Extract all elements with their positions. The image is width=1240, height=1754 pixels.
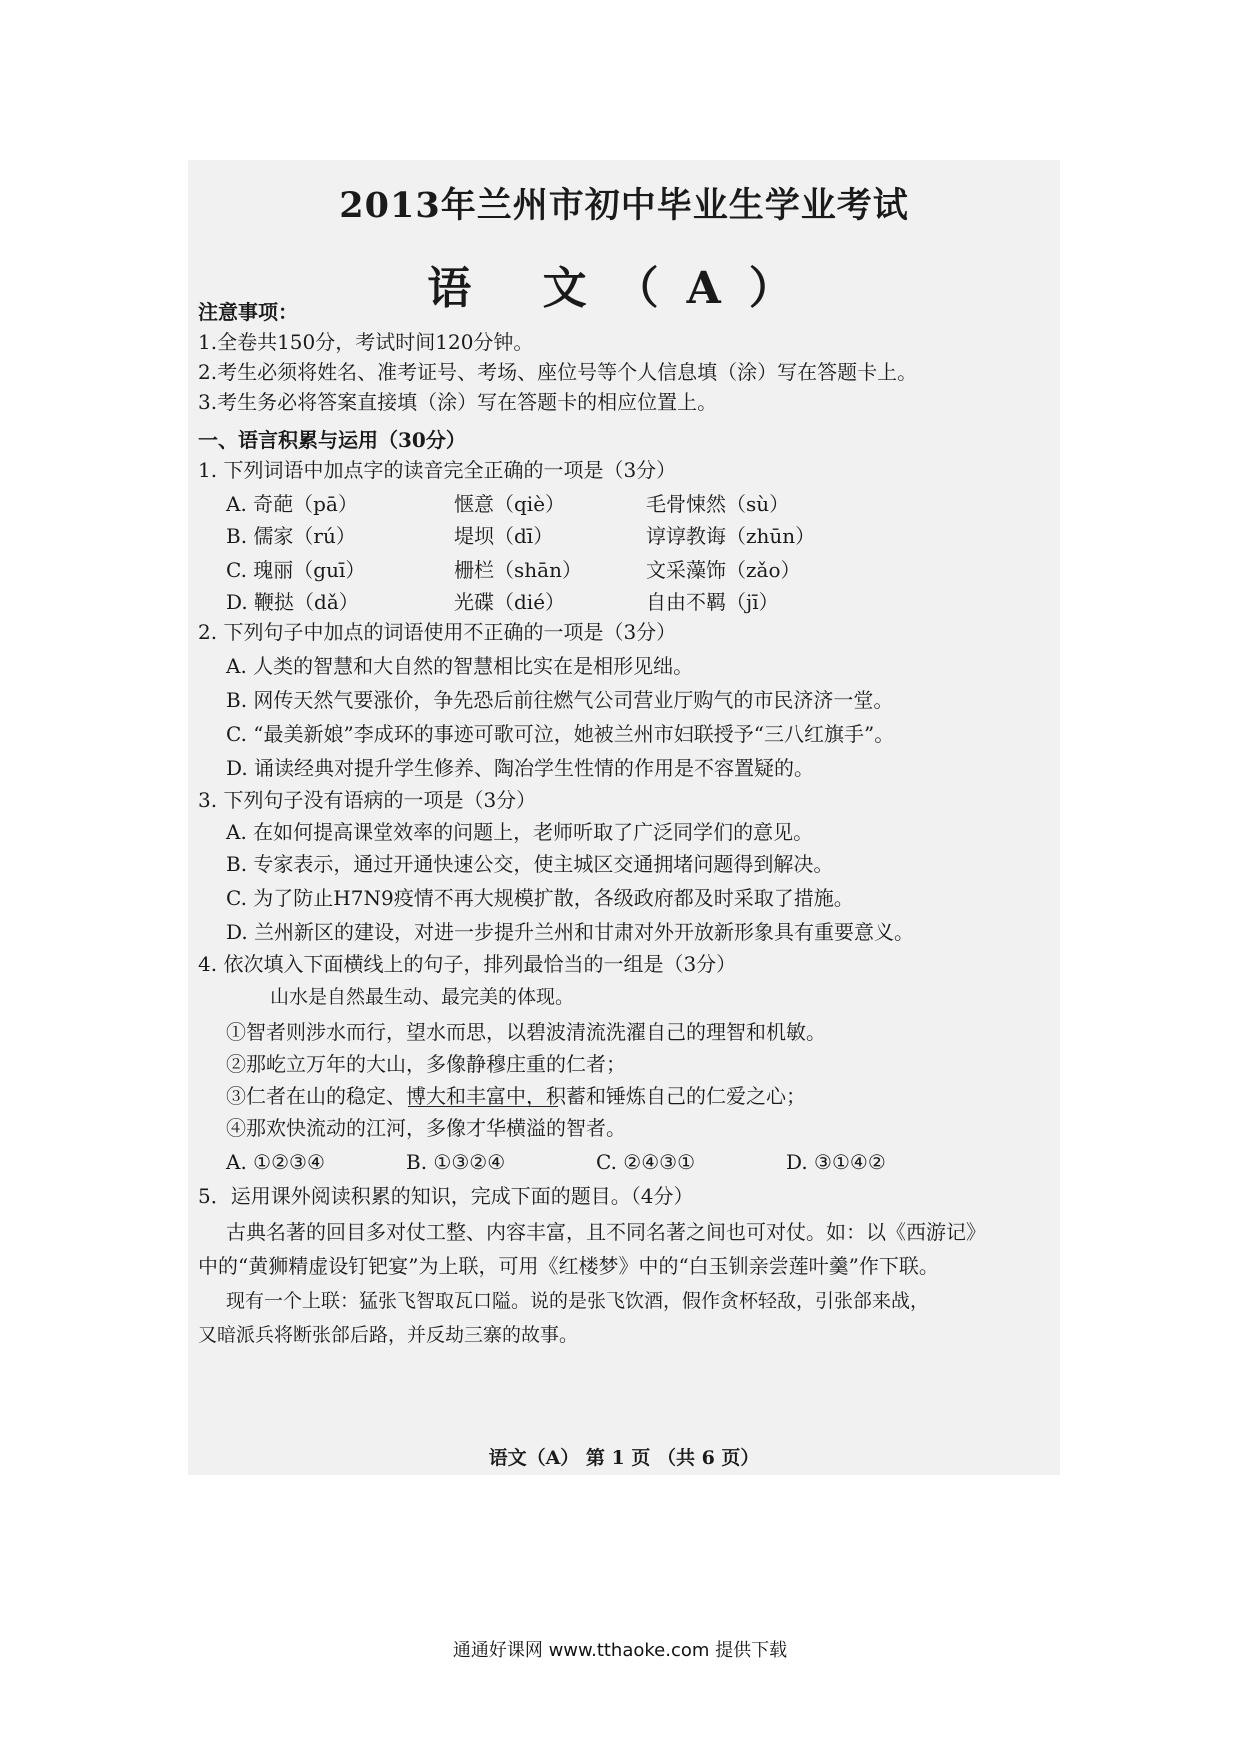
notice-heading: 注意事项： <box>198 300 298 324</box>
q4-sentence-2: ②那屹立万年的大山，多像静穆庄重的仁者； <box>226 1052 626 1076</box>
page-footer: 语文（A） 第 1 页 （共 6 页） <box>488 1447 760 1469</box>
q1-a-1: A. 奇葩（pā） <box>226 492 358 516</box>
q2-option-b: B. 网传天然气要涨价，争先恐后前往燃气公司营业厅购气的市民济济一堂。 <box>226 688 894 712</box>
notice-item-2: 2.考生必须将姓名、准考证号、考场、座位号等个人信息填（涂）写在答题卡上。 <box>198 360 918 384</box>
q3-stem: 3. 下列句子没有语病的一项是（3分） <box>198 788 537 812</box>
q1-d-3: 自由不羁（jī） <box>646 590 779 614</box>
q5-paragraph-1-line-2: 中的“黄狮精虚设钉钯宴”为上联，可用《红楼梦》中的“白玉钏亲尝莲叶羹”作下联。 <box>198 1254 939 1278</box>
q3-option-a: A. 在如何提高课堂效率的问题上，老师听取了广泛同学们的意见。 <box>226 820 814 844</box>
q1-b-3: 谆谆教诲（zhūn） <box>646 524 816 548</box>
q2-option-d: D. 诵读经典对提升学生修养、陶冶学生性情的作用是不容置疑的。 <box>226 756 815 780</box>
q4-stem: 4. 依次填入下面横线上的句子，排列最恰当的一组是（3分） <box>198 952 737 976</box>
q2-option-c: C. “最美新娘”李成环的事迹可歌可泣，她被兰州市妇联授予“三八红旗手”。 <box>226 722 895 746</box>
q1-d-2: 光碟（dié） <box>454 590 566 614</box>
q1-b-2: 堤坝（dī） <box>454 524 554 548</box>
q2-stem: 2. 下列句子中加点的词语使用不正确的一项是（3分） <box>198 620 677 644</box>
section-heading: 一、语言积累与运用（30分） <box>198 428 466 452</box>
q1-d-1: D. 鞭挞（dǎ） <box>226 590 359 614</box>
q1-a-3: 毛骨悚然（sù） <box>646 492 790 516</box>
q5-paragraph-1-line-1: 古典名著的回目多对仗工整、内容丰富，且不同名著之间也可对仗。如：以《西游记》 <box>226 1220 986 1244</box>
q3-option-b: B. 专家表示，通过开通快速公交，使主城区交通拥堵问题得到解决。 <box>226 852 834 876</box>
notice-item-1: 1.全卷共150分，考试时间120分钟。 <box>198 330 534 354</box>
q4-choice-a: A. ①②③④ <box>226 1150 325 1174</box>
q1-stem: 1. 下列词语中加点字的读音完全正确的一项是（3分） <box>198 458 677 482</box>
notice-item-3: 3.考生务必将答案直接填（涂）写在答题卡的相应位置上。 <box>198 390 718 414</box>
scanned-exam-page <box>188 160 1060 1475</box>
exam-title: 2013年兰州市初中毕业生学业考试 <box>339 185 909 226</box>
q1-c-3: 文采藻饰（zǎo） <box>646 558 801 582</box>
q1-b-1: B. 儒家（rú） <box>226 524 356 548</box>
q2-option-a: A. 人类的智慧和大自然的智慧相比实在是相形见绌。 <box>226 654 694 678</box>
q4-sentence-1: ①智者则涉水而行，望水而思，以碧波清流洗濯自己的理智和机敏。 <box>226 1020 826 1044</box>
q1-c-2: 栅栏（shān） <box>454 558 582 582</box>
q5-stem: 5．运用课外阅读积累的知识，完成下面的题目。（4分） <box>198 1184 694 1208</box>
q1-c-1: C. 瑰丽（guī） <box>226 558 366 582</box>
subject-title: 语 文（A） <box>427 263 821 314</box>
q4-choice-c: C. ②④③① <box>596 1150 696 1174</box>
q5-paragraph-2-line-1: 现有一个上联：猛张飞智取瓦口隘。说的是张飞饮酒，假作贪杯轻敌，引张郃来战， <box>226 1290 930 1312</box>
q1-a-2: 惬意（qiè） <box>454 492 566 516</box>
q4-sentence-4: ④那欢快流动的江河，多像才华横溢的智者。 <box>226 1116 626 1140</box>
q4-answer-blank <box>408 1106 558 1107</box>
q4-sentence-3: ③仁者在山的稳定、博大和丰富中，积蓄和锤炼自己的仁爱之心； <box>226 1084 806 1108</box>
q5-paragraph-2-line-2: 又暗派兵将断张郃后路，并反劫三寨的故事。 <box>198 1324 579 1346</box>
q3-option-c: C. 为了防止H7N9疫情不再大规模扩散，各级政府都及时采取了措施。 <box>226 886 854 910</box>
q4-choice-b: B. ①③②④ <box>406 1150 506 1174</box>
download-watermark: 通通好课网 www.tthaoke.com 提供下载 <box>452 1640 788 1661</box>
q4-choice-d: D. ③①④② <box>786 1150 886 1174</box>
q4-lead: 山水是自然最生动、最完美的体现。 <box>270 986 575 1008</box>
q3-option-d: D. 兰州新区的建设，对进一步提升兰州和甘肃对外开放新形象具有重要意义。 <box>226 920 915 944</box>
